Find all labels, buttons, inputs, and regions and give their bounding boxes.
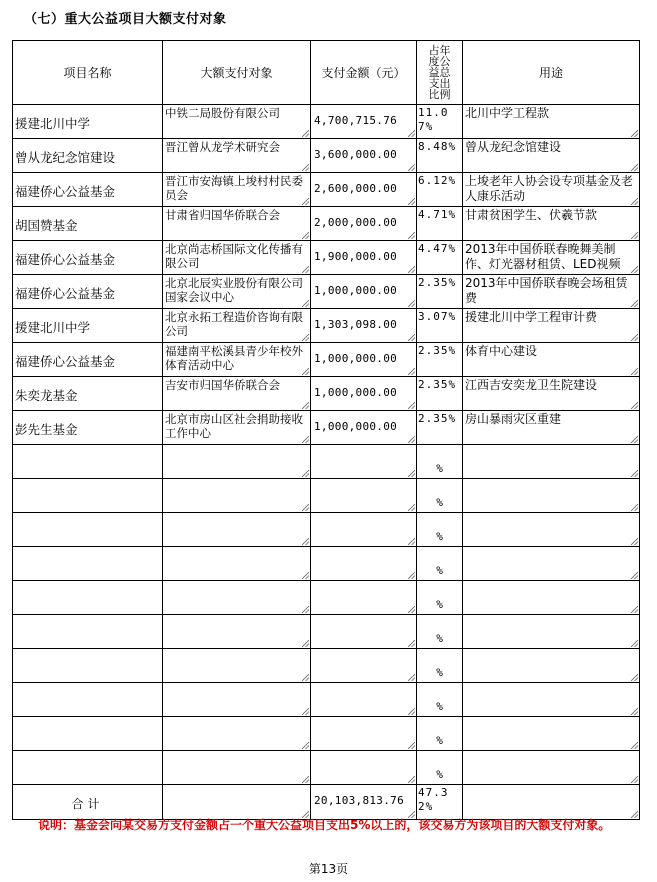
amount-cell[interactable] <box>311 105 417 139</box>
header-ratio <box>417 41 463 105</box>
ratio-value: 8.48% <box>418 140 457 153</box>
total-ratio: 47.32% <box>418 786 449 813</box>
usage-cell[interactable] <box>463 751 640 785</box>
ratio-value: 2.35% <box>418 412 457 425</box>
resize-grip-icon[interactable] <box>408 300 415 307</box>
payee-cell[interactable] <box>163 581 311 615</box>
amount-cell[interactable] <box>311 241 417 275</box>
project-cell <box>13 309 163 343</box>
usage-field[interactable]: 2013年中国侨联春晚会场租赁费 <box>465 276 628 305</box>
resize-grip-icon[interactable] <box>408 572 415 579</box>
amount-cell[interactable] <box>311 173 417 207</box>
resize-grip-icon[interactable] <box>302 538 309 545</box>
resize-grip-icon[interactable] <box>408 164 415 171</box>
total-amount-cell[interactable] <box>311 785 417 820</box>
ratio-cell <box>417 547 463 581</box>
amount-cell[interactable] <box>311 547 417 581</box>
payee-field[interactable]: 北京北辰实业股份有限公司国家会议中心 <box>165 276 303 304</box>
ratio-value: 2.35% <box>418 344 457 357</box>
usage-field[interactable]: 上埈老年人协会设专项基金及老人康乐活动 <box>465 174 634 203</box>
total-label-cell <box>13 785 163 820</box>
amount-cell[interactable] <box>311 309 417 343</box>
usage-cell[interactable] <box>463 105 640 139</box>
project-name: 胡国赞基金 <box>15 218 78 233</box>
resize-grip-icon[interactable] <box>302 606 309 613</box>
project-cell <box>13 751 163 785</box>
ratio-placeholder: % <box>436 598 443 611</box>
payee-cell[interactable] <box>163 207 311 241</box>
total-label: 合计 <box>71 797 104 811</box>
usage-cell[interactable] <box>463 275 640 309</box>
usage-field[interactable]: 体育中心建设 <box>465 344 538 358</box>
amount-cell[interactable] <box>311 445 417 479</box>
project-name: 福建侨心公益基金 <box>15 252 116 267</box>
usage-cell[interactable] <box>463 241 640 275</box>
resize-grip-icon[interactable] <box>302 334 309 341</box>
amount-field[interactable]: 4,700,715.76 <box>314 114 398 127</box>
resize-grip-icon[interactable] <box>631 811 638 818</box>
usage-cell[interactable] <box>463 343 640 377</box>
payee-cell[interactable] <box>163 139 311 173</box>
amount-field[interactable]: 1,000,000.00 <box>314 420 398 433</box>
usage-cell[interactable] <box>463 479 640 513</box>
ratio-cell <box>417 139 463 173</box>
table-header-row <box>13 41 640 105</box>
usage-cell[interactable] <box>463 377 640 411</box>
total-amount[interactable]: 20,103,813.76 <box>314 794 404 807</box>
payment-table <box>12 40 640 820</box>
empty-table-row <box>13 615 640 649</box>
project-name: 彭先生基金 <box>15 422 78 437</box>
project-cell <box>13 581 163 615</box>
usage-cell[interactable] <box>463 173 640 207</box>
empty-table-row <box>13 717 640 751</box>
ratio-cell <box>417 309 463 343</box>
ratio-cell <box>417 479 463 513</box>
empty-table-row <box>13 683 640 717</box>
resize-grip-icon[interactable] <box>408 436 415 443</box>
header-amount: 支付金额（元） <box>311 41 417 105</box>
table-row <box>13 411 640 445</box>
ratio-cell <box>417 207 463 241</box>
amount-cell[interactable] <box>311 411 417 445</box>
ratio-cell <box>417 615 463 649</box>
resize-grip-icon[interactable] <box>631 300 638 307</box>
amount-field[interactable]: 1,000,000.00 <box>314 352 398 365</box>
usage-cell[interactable] <box>463 785 640 820</box>
project-cell <box>13 649 163 683</box>
empty-table-row <box>13 479 640 513</box>
resize-grip-icon[interactable] <box>408 198 415 205</box>
resize-grip-icon[interactable] <box>408 674 415 681</box>
header-usage: 用途 <box>463 41 640 105</box>
resize-grip-icon[interactable] <box>631 708 638 715</box>
resize-grip-icon[interactable] <box>631 572 638 579</box>
usage-cell[interactable] <box>463 683 640 717</box>
usage-field[interactable]: 甘肃贫困学生、伏羲节款 <box>465 208 598 222</box>
ratio-placeholder: % <box>436 462 443 475</box>
ratio-placeholder: % <box>436 632 443 645</box>
resize-grip-icon[interactable] <box>408 368 415 375</box>
resize-grip-icon[interactable] <box>302 198 309 205</box>
empty-table-row <box>13 547 640 581</box>
amount-cell[interactable] <box>311 207 417 241</box>
ratio-cell <box>417 275 463 309</box>
usage-cell[interactable] <box>463 581 640 615</box>
resize-grip-icon[interactable] <box>302 232 309 239</box>
resize-grip-icon[interactable] <box>631 504 638 511</box>
payee-field[interactable]: 吉安市归国华侨联合会 <box>165 378 280 392</box>
payee-cell[interactable] <box>163 309 311 343</box>
payee-cell[interactable] <box>163 275 311 309</box>
usage-cell[interactable] <box>463 411 640 445</box>
amount-field[interactable]: 1,000,000.00 <box>314 386 398 399</box>
ratio-placeholder: % <box>436 564 443 577</box>
resize-grip-icon[interactable] <box>302 130 309 137</box>
project-cell <box>13 479 163 513</box>
usage-field[interactable]: 曾从龙纪念馆建设 <box>465 140 562 154</box>
project-cell <box>13 207 163 241</box>
resize-grip-icon[interactable] <box>631 130 638 137</box>
project-cell <box>13 275 163 309</box>
ratio-value: 6.12% <box>418 174 457 187</box>
ratio-placeholder: % <box>436 700 443 713</box>
ratio-value: 2.35% <box>418 276 457 289</box>
payee-cell[interactable] <box>163 683 311 717</box>
amount-cell[interactable] <box>311 479 417 513</box>
resize-grip-icon[interactable] <box>631 368 638 375</box>
amount-cell[interactable] <box>311 683 417 717</box>
resize-grip-icon[interactable] <box>408 266 415 273</box>
resize-grip-icon[interactable] <box>408 470 415 477</box>
ratio-value: 2.35% <box>418 378 457 391</box>
resize-grip-icon[interactable] <box>631 674 638 681</box>
empty-table-row <box>13 649 640 683</box>
ratio-cell <box>417 581 463 615</box>
resize-grip-icon[interactable] <box>408 334 415 341</box>
resize-grip-icon[interactable] <box>302 436 309 443</box>
usage-field[interactable]: 援建北川中学工程审计费 <box>465 310 598 324</box>
amount-field[interactable]: 2,600,000.00 <box>314 182 398 195</box>
usage-field[interactable]: 北川中学工程款 <box>465 106 550 120</box>
usage-field[interactable]: 房山暴雨灾区重建 <box>465 412 562 426</box>
amount-cell[interactable] <box>311 615 417 649</box>
table-row <box>13 105 640 139</box>
amount-cell[interactable] <box>311 139 417 173</box>
amount-cell[interactable] <box>311 751 417 785</box>
amount-cell[interactable] <box>311 377 417 411</box>
usage-cell[interactable] <box>463 139 640 173</box>
resize-grip-icon[interactable] <box>631 742 638 749</box>
project-name: 福建侨心公益基金 <box>15 286 116 301</box>
project-cell <box>13 717 163 751</box>
usage-cell[interactable] <box>463 513 640 547</box>
project-cell <box>13 105 163 139</box>
table-row <box>13 377 640 411</box>
payee-cell[interactable] <box>163 479 311 513</box>
resize-grip-icon[interactable] <box>302 572 309 579</box>
usage-cell[interactable] <box>463 309 640 343</box>
resize-grip-icon[interactable] <box>631 470 638 477</box>
resize-grip-icon[interactable] <box>631 776 638 783</box>
ratio-cell <box>417 683 463 717</box>
payee-cell[interactable] <box>163 173 311 207</box>
payee-field[interactable]: 晋江市安海镇上埈村村民委员会 <box>165 174 303 202</box>
project-name: 援建北川中学 <box>15 320 91 335</box>
total-row <box>13 785 640 820</box>
payee-cell[interactable] <box>163 377 311 411</box>
resize-grip-icon[interactable] <box>631 640 638 647</box>
resize-grip-icon[interactable] <box>408 708 415 715</box>
payee-field[interactable]: 晋江曾从龙学术研究会 <box>165 140 280 154</box>
project-cell <box>13 547 163 581</box>
project-name: 朱奕龙基金 <box>15 388 78 403</box>
payee-cell[interactable] <box>163 717 311 751</box>
payee-cell[interactable] <box>163 615 311 649</box>
resize-grip-icon[interactable] <box>302 708 309 715</box>
payee-field[interactable]: 福建南平松溪县青少年校外体育活动中心 <box>165 344 303 372</box>
header-payee: 大额支付对象 <box>163 41 311 105</box>
resize-grip-icon[interactable] <box>408 776 415 783</box>
empty-table-row <box>13 581 640 615</box>
resize-grip-icon[interactable] <box>302 674 309 681</box>
ratio-cell <box>417 105 463 139</box>
resize-grip-icon[interactable] <box>631 402 638 409</box>
resize-grip-icon[interactable] <box>631 198 638 205</box>
resize-grip-icon[interactable] <box>408 130 415 137</box>
payee-field[interactable]: 北京市房山区社会捐助接收工作中心 <box>165 412 303 440</box>
header-ratio-label: 占年度公益总支出比例 <box>428 43 451 101</box>
project-cell <box>13 683 163 717</box>
header-project: 项目名称 <box>13 41 163 105</box>
payee-cell[interactable] <box>163 241 311 275</box>
empty-table-row <box>13 445 640 479</box>
resize-grip-icon[interactable] <box>408 640 415 647</box>
payee-field[interactable]: 北京永拓工程造价咨询有限公司 <box>165 310 303 338</box>
payee-field[interactable]: 北京尚志桥国际文化传播有限公司 <box>165 242 303 270</box>
project-name: 援建北川中学 <box>15 116 91 131</box>
resize-grip-icon[interactable] <box>302 300 309 307</box>
ratio-value: 3.07% <box>418 310 457 323</box>
payee-cell[interactable] <box>163 105 311 139</box>
project-cell <box>13 139 163 173</box>
table-row <box>13 207 640 241</box>
payee-cell[interactable] <box>163 751 311 785</box>
ratio-cell <box>417 445 463 479</box>
ratio-cell <box>417 173 463 207</box>
project-name: 福建侨心公益基金 <box>15 354 116 369</box>
total-ratio-cell <box>417 785 463 820</box>
resize-grip-icon[interactable] <box>302 470 309 477</box>
resize-grip-icon[interactable] <box>302 640 309 647</box>
ratio-placeholder: % <box>436 734 443 747</box>
resize-grip-icon[interactable] <box>408 606 415 613</box>
project-cell <box>13 513 163 547</box>
amount-cell[interactable] <box>311 717 417 751</box>
resize-grip-icon[interactable] <box>302 368 309 375</box>
amount-cell[interactable] <box>311 343 417 377</box>
resize-grip-icon[interactable] <box>302 402 309 409</box>
usage-cell[interactable] <box>463 717 640 751</box>
empty-table-row <box>13 751 640 785</box>
ratio-placeholder: % <box>436 666 443 679</box>
resize-grip-icon[interactable] <box>302 266 309 273</box>
payee-cell[interactable] <box>163 513 311 547</box>
amount-field[interactable]: 1,303,098.00 <box>314 318 398 331</box>
project-cell <box>13 173 163 207</box>
resize-grip-icon[interactable] <box>302 164 309 171</box>
ratio-value: 4.47% <box>418 242 457 255</box>
ratio-cell <box>417 717 463 751</box>
amount-cell[interactable] <box>311 513 417 547</box>
project-cell <box>13 241 163 275</box>
payee-cell[interactable] <box>163 785 311 820</box>
usage-cell[interactable] <box>463 547 640 581</box>
resize-grip-icon[interactable] <box>631 606 638 613</box>
payee-cell[interactable] <box>163 343 311 377</box>
page-number: 第13页 <box>308 862 349 876</box>
table-row <box>13 241 640 275</box>
ratio-cell <box>417 377 463 411</box>
ratio-placeholder: % <box>436 530 443 543</box>
usage-cell[interactable] <box>463 207 640 241</box>
usage-field[interactable]: 江西吉安奕龙卫生院建设 <box>465 378 598 392</box>
amount-field[interactable]: 3,600,000.00 <box>314 148 398 161</box>
explanation-note: 说明：基金会向某交易方支付金额占一个重大公益项目支出5%以上的，该交易方为该项目的大额支付对象。 <box>38 818 611 832</box>
resize-grip-icon[interactable] <box>631 538 638 545</box>
table-row <box>13 275 640 309</box>
ratio-placeholder: % <box>436 768 443 781</box>
amount-cell[interactable] <box>311 275 417 309</box>
project-cell <box>13 615 163 649</box>
payee-field[interactable]: 甘肃省归国华侨联合会 <box>165 208 280 222</box>
project-name: 福建侨心公益基金 <box>15 184 116 199</box>
resize-grip-icon[interactable] <box>631 266 638 273</box>
amount-cell[interactable] <box>311 581 417 615</box>
resize-grip-icon[interactable] <box>631 334 638 341</box>
empty-table-row <box>13 513 640 547</box>
project-cell <box>13 343 163 377</box>
amount-field[interactable]: 1,900,000.00 <box>314 250 398 263</box>
usage-cell[interactable] <box>463 615 640 649</box>
ratio-placeholder: % <box>436 496 443 509</box>
table-row <box>13 343 640 377</box>
ratio-value: 11.07% <box>418 106 449 133</box>
ratio-cell <box>417 513 463 547</box>
project-name: 曾从龙纪念馆建设 <box>15 150 116 165</box>
project-cell <box>13 377 163 411</box>
resize-grip-icon[interactable] <box>408 538 415 545</box>
resize-grip-icon[interactable] <box>408 742 415 749</box>
payee-cell[interactable] <box>163 411 311 445</box>
project-cell <box>13 445 163 479</box>
table-row <box>13 139 640 173</box>
table-row <box>13 309 640 343</box>
project-cell <box>13 411 163 445</box>
ratio-cell <box>417 241 463 275</box>
resize-grip-icon[interactable] <box>408 232 415 239</box>
amount-field[interactable]: 1,000,000.00 <box>314 284 398 297</box>
ratio-cell <box>417 343 463 377</box>
ratio-cell <box>417 751 463 785</box>
resize-grip-icon[interactable] <box>631 232 638 239</box>
resize-grip-icon[interactable] <box>631 436 638 443</box>
ratio-value: 4.71% <box>418 208 457 221</box>
resize-grip-icon[interactable] <box>408 504 415 511</box>
resize-grip-icon[interactable] <box>631 164 638 171</box>
amount-cell[interactable] <box>311 649 417 683</box>
ratio-cell <box>417 411 463 445</box>
payee-cell[interactable] <box>163 649 311 683</box>
resize-grip-icon[interactable] <box>302 776 309 783</box>
payee-field[interactable]: 中铁二局股份有限公司 <box>165 106 280 120</box>
resize-grip-icon[interactable] <box>302 742 309 749</box>
resize-grip-icon[interactable] <box>302 504 309 511</box>
resize-grip-icon[interactable] <box>408 402 415 409</box>
payee-cell[interactable] <box>163 547 311 581</box>
payee-cell[interactable] <box>163 445 311 479</box>
usage-cell[interactable] <box>463 445 640 479</box>
usage-field[interactable]: 2013年中国侨联春晚舞美制作、灯光器材租赁、LED视频 <box>465 242 621 271</box>
table-row <box>13 173 640 207</box>
section-title: （七）重大公益项目大额支付对象 <box>24 12 227 27</box>
usage-cell[interactable] <box>463 649 640 683</box>
ratio-cell <box>417 649 463 683</box>
amount-field[interactable]: 2,000,000.00 <box>314 216 398 229</box>
